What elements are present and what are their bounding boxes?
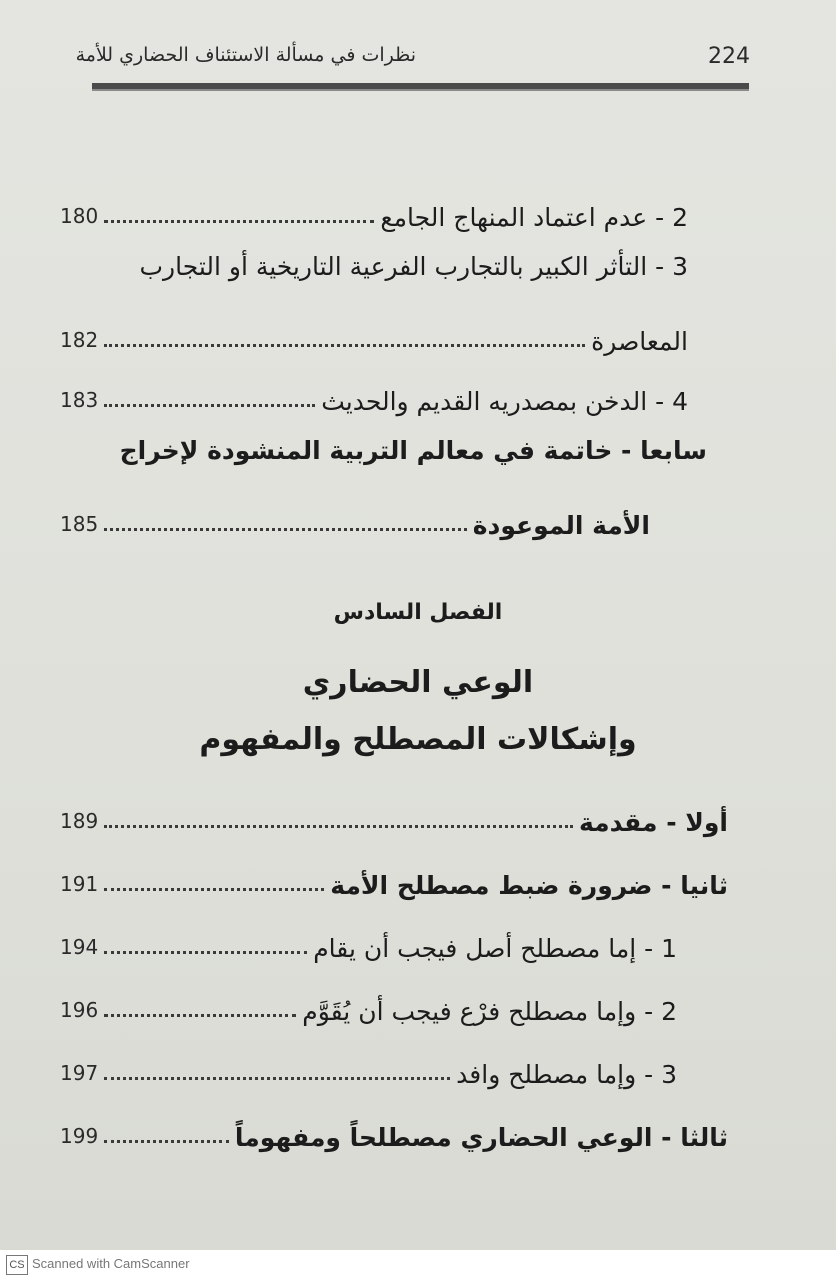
leader-dots <box>104 888 324 891</box>
toc-entry <box>60 860 728 900</box>
toc-entry-label: ثانيا - ضرورة ضبط مصطلح الأمة <box>330 871 728 900</box>
toc-entry-page: 189 <box>60 809 99 833</box>
camscanner-logo-icon: CS <box>6 1255 28 1275</box>
toc-entry-page: 196 <box>60 998 99 1022</box>
toc-entry-page: 183 <box>60 388 99 412</box>
leader-dots <box>104 1140 229 1143</box>
toc-entry-label: 4 - الدخن بمصدريه القديم والحديث <box>321 387 688 416</box>
toc-entry-label: 2 - عدم اعتماد المنهاج الجامع <box>380 203 688 232</box>
leader-dots <box>104 1077 450 1080</box>
toc-entry-label: أولا - مقدمة <box>578 808 728 837</box>
toc-entry <box>60 1049 677 1089</box>
toc-entry-line1: 3 - التأثر الكبير بالتجارب الفرعية التاريخية أو التجارب <box>139 252 688 281</box>
header-rule <box>92 83 749 91</box>
toc-entry-page: 199 <box>60 1124 99 1148</box>
leader-dots <box>104 404 315 407</box>
toc-entry <box>60 986 677 1026</box>
toc-entry-label: 2 - وإما مصطلح فرْع فيجب أن يُقَوَّم <box>302 997 677 1026</box>
toc-entry-label: الأمة الموعودة <box>472 511 650 540</box>
leader-dots <box>104 951 307 954</box>
toc-entry <box>60 797 728 837</box>
toc-entry-page: 197 <box>60 1061 99 1085</box>
chapter-title-line2: وإشكالات المصطلح والمفهوم <box>199 722 637 757</box>
toc-entry-label: ثالثا - الوعي الحضاري مصطلحاً ومفهوماً <box>234 1123 728 1152</box>
scanner-watermark-text: Scanned with CamScanner <box>32 1256 190 1271</box>
chapter-label: الفصل السادس <box>333 600 503 625</box>
toc-entry-page: 194 <box>60 935 99 959</box>
chapter-title-line1: الوعي الحضاري <box>302 665 534 700</box>
leader-dots <box>104 825 573 828</box>
leader-dots <box>104 528 467 531</box>
toc-entry-label: 1 - إما مصطلح أصل فيجب أن يقام <box>313 934 677 963</box>
running-header-title: نظرات في مسألة الاستئناف الحضاري للأمة <box>75 44 416 66</box>
toc-entry <box>60 316 688 356</box>
toc-entry <box>60 1112 728 1152</box>
leader-dots <box>104 1014 296 1017</box>
toc-entry-page: 185 <box>60 512 99 536</box>
page-number: 224 <box>708 44 750 69</box>
toc-entry-page: 182 <box>60 328 99 352</box>
toc-entry-line1: سابعا - خاتمة في معالم التربية المنشودة لإخراج <box>119 436 707 465</box>
leader-dots <box>104 220 374 223</box>
toc-entry-label: المعاصرة <box>591 327 688 356</box>
toc-entry-page: 191 <box>60 872 99 896</box>
leader-dots <box>104 344 585 347</box>
toc-entry-label: 3 - وإما مصطلح وافد <box>456 1060 677 1089</box>
toc-entry <box>60 500 650 540</box>
toc-entry <box>60 376 688 416</box>
toc-entry <box>60 923 677 963</box>
toc-entry <box>60 192 688 232</box>
toc-entry-page: 180 <box>60 204 99 228</box>
